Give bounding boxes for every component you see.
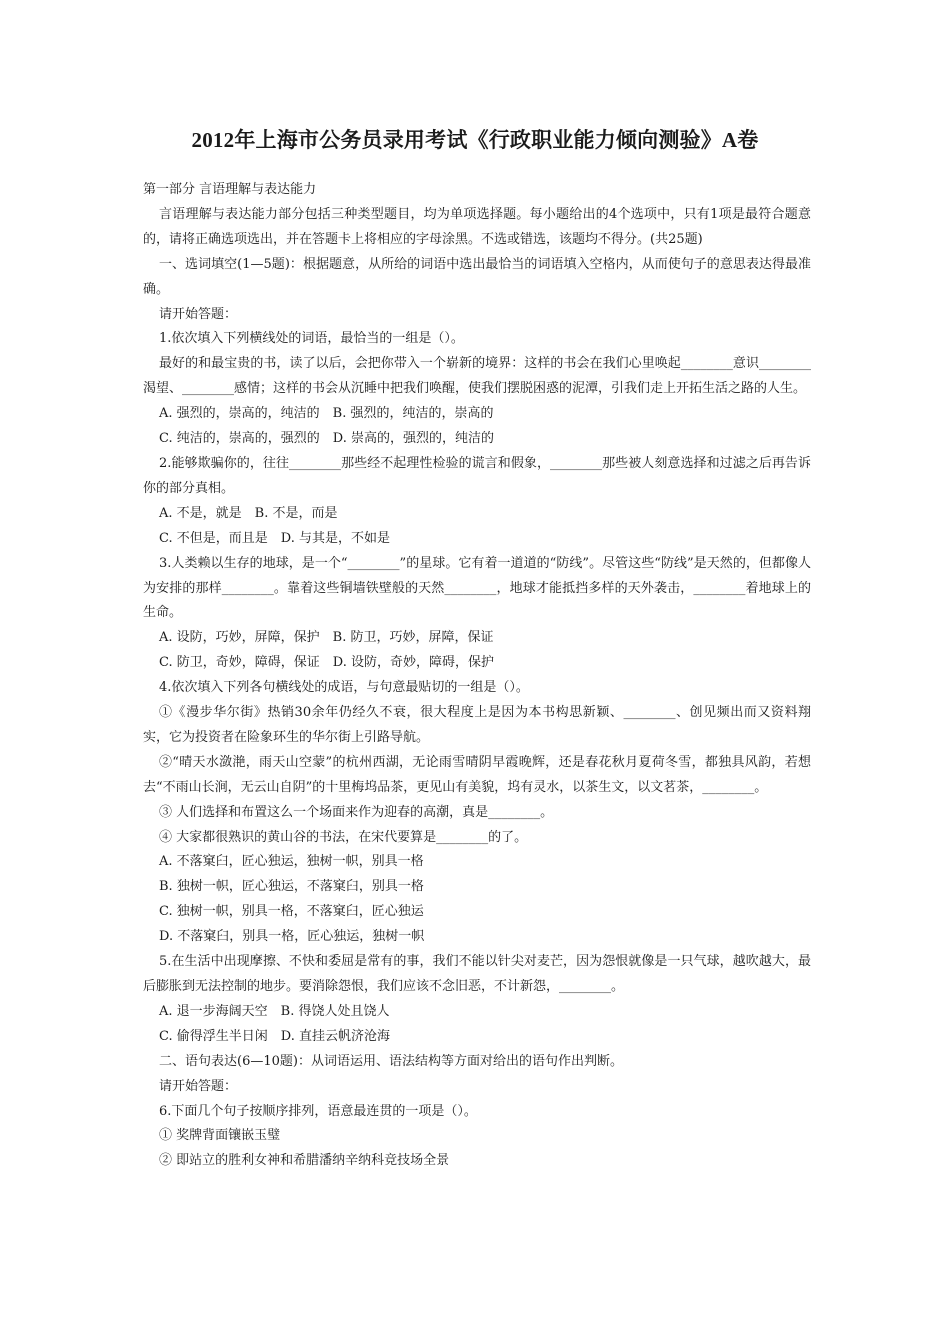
question-4-sentence-3: ③ 人们选择和布置这么一个场面来作为迎春的高潮，真是________。 — [159, 804, 554, 820]
question-4-option-c: C. 独树一帜，别具一格，不落窠臼，匠心独运 — [159, 904, 424, 920]
question-5: 5.在生活中出现摩擦、不快和委屈是常有的事，我们不能以针尖对麦芒，因为怨恨就像是一只气球，越吹越大，最后膨胀到无法控制的地步。要消除怨恨，我们应该不念旧恶，不计新怨，________。 — [143, 954, 811, 994]
question-1-options-ab: A. 强烈的，崇高的，纯洁的 B. 强烈的，纯洁的，崇高的 — [159, 406, 494, 422]
question-4-sentence-1: ①《漫步华尔街》热销30余年仍经久不衰，很大程度上是因为本书构思新颖、________、创见频出而又资料翔实，它为投资者在险象环生的华尔街上引路导航。 — [143, 705, 811, 745]
question-1: 1.依次填入下列横线处的词语，最恰当的一组是（）。 — [159, 331, 464, 347]
question-4-sentence-2: ②“晴天水潋滟，雨天山空蒙”的杭州西湖，无论雨雪晴阴早霞晚辉，还是春花秋月夏荷冬雪，都独具风韵，若想去“不雨山长涧，无云山自阴”的十里梅坞品茶，更见山有美貌，坞有灵水，以茶生文，以文茗茶，________。 — [143, 754, 811, 795]
start-prompt: 请开始答题： — [159, 306, 238, 322]
document-body — [143, 178, 811, 1174]
question-4-option-a: A. 不落窠臼，匠心独运，独树一帜，别具一格 — [159, 854, 424, 870]
section-instructions: 言语理解与表达能力部分包括三种类型题目，均为单项选择题。每小题给出的4个选项中，只有1项是最符合题意的，请将正确选项选出，并在答题卡上将相应的字母涂黑。不选或错选，该题均不得分。(共25题) — [143, 206, 811, 247]
question-2-options-ab: A. 不是，就是 B. 不是，而是 — [159, 505, 338, 521]
question-1-options-cd: C. 纯洁的，崇高的，强烈的 D. 崇高的，强烈的，纯洁的 — [159, 431, 494, 447]
question-4-sentence-4: ④ 大家都很熟识的黄山谷的书法，在宋代要算是________的了。 — [159, 829, 528, 845]
question-6-sentence-1: ① 奖牌背面镶嵌玉璧 — [159, 1128, 281, 1144]
question-6-sentence-2: ② 即站立的胜利女神和希腊潘纳辛纳科竞技场全景 — [159, 1153, 450, 1169]
section-heading: 第一部分 言语理解与表达能力 — [143, 182, 317, 197]
question-6: 6.下面几个句子按顺序排列，语意最连贯的一项是（）。 — [159, 1103, 477, 1119]
question-2-options-cd: C. 不但是，而且是 D. 与其是，不如是 — [159, 530, 390, 546]
start-prompt-2: 请开始答题： — [159, 1078, 238, 1094]
question-3-options-cd: C. 防卫，奇妙，障碍，保证 D. 设防，奇妙，障碍，保护 — [159, 655, 494, 671]
question-3-options-ab: A. 设防，巧妙，屏障，保护 B. 防卫，巧妙，屏障，保证 — [159, 630, 494, 646]
question-1-passage: 最好的和最宝贵的书，读了以后，会把你带入一个崭新的境界：这样的书会在我们心里唤起________意识________渴望、________感情；这样的书会从沉睡中把我们唤醒，使我们摆脱困惑的泥潭，引我们走上开拓生活之路的人生。 — [143, 356, 811, 397]
question-4-option-b: B. 独树一帜，匠心独运，不落窠臼，别具一格 — [159, 879, 424, 895]
part-two-instructions: 二、语句表达(6—10题)：从词语运用、语法结构等方面对给出的语句作出判断。 — [159, 1053, 623, 1069]
question-4-option-d: D. 不落窠臼，别具一格，匠心独运，独树一帜 — [159, 929, 425, 945]
question-2: 2.能够欺骗你的，往往________那些经不起理性检验的谎言和假象，________那些被人刻意选择和过滤之后再告诉你的部分真相。 — [143, 455, 811, 496]
question-4: 4.依次填入下列各句横线处的成语，与句意最贴切的一组是（）。 — [159, 680, 529, 696]
document-title: 2012年上海市公务员录用考试《行政职业能力倾向测验》A卷 — [191, 128, 759, 152]
question-5-options-ab: A. 退一步海阔天空 B. 得饶人处且饶人 — [159, 1003, 390, 1019]
question-5-options-cd: C. 偷得浮生半日闲 D. 直挂云帆济沧海 — [159, 1028, 390, 1044]
question-3: 3.人类赖以生存的地球，是一个“________”的星球。它有着一道道的“防线”。尽管这些“防线”是天然的，但都像人为安排的那样________。靠着这些铜墙铁壁般的天然________，地球才能抵挡多样的天外袭击，________着地球上的生命。 — [143, 555, 811, 621]
part-one-instructions: 一、选词填空(1—5题)：根据题意，从所给的词语中选出最恰当的词语填入空格内，从而使句子的意思表达得最准确。 — [143, 256, 811, 297]
